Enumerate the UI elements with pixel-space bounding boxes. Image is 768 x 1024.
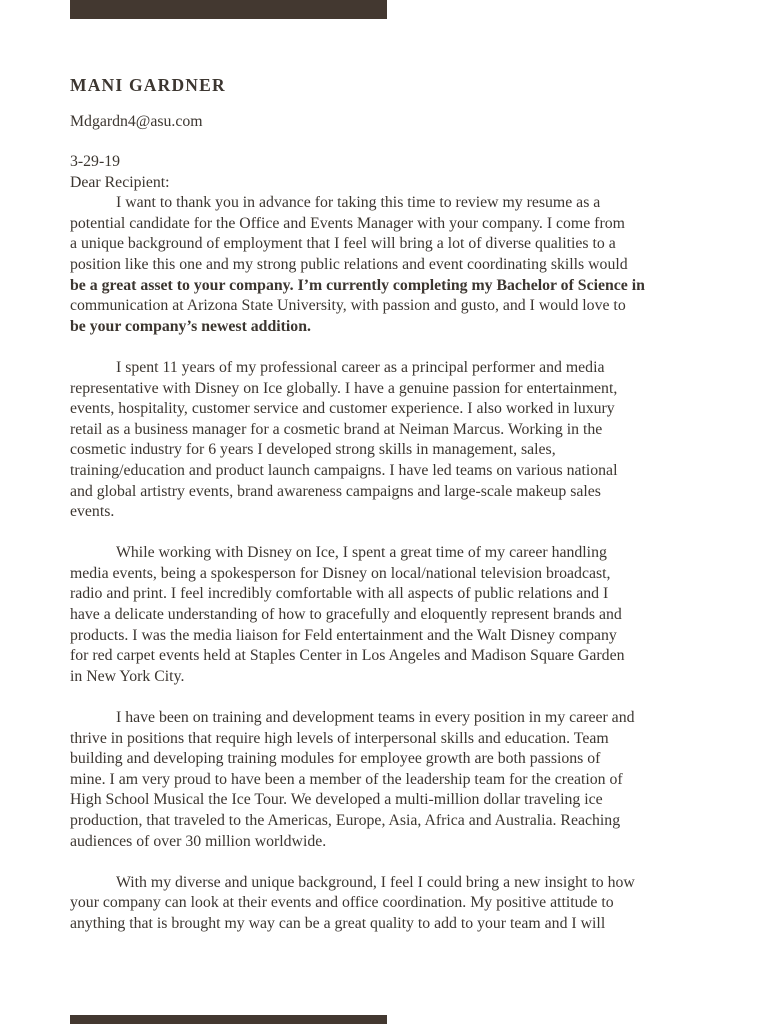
- text-line: a unique background of employment that I feel will bring a lot of diverse qualities to a: [70, 235, 616, 253]
- text-line: in New York City.: [70, 667, 185, 685]
- text-line: I want to thank you in advance for taking this time to review my resume as a: [116, 194, 601, 212]
- text-line: position like this one and my strong public relations and event coordinating skills would: [70, 255, 628, 273]
- text-line: training/education and product launch campaigns. I have led teams on various national: [70, 461, 618, 479]
- letter-salutation: Dear Recipient:: [70, 173, 170, 191]
- text-line: I spent 11 years of my professional career as a principal performer and media: [116, 358, 605, 376]
- letter-date: 3-29-19: [70, 153, 121, 170]
- header-bar: [70, 0, 387, 19]
- text-line: representative with Disney on Ice globally. I have a genuine passion for entertainment,: [70, 379, 618, 397]
- text-line: potential candidate for the Office and Events Manager with your company. I come from: [70, 214, 625, 232]
- text-line: media events, being a spokesperson for Disney on local/national television broadcast,: [70, 564, 611, 582]
- paragraph-4: [70, 708, 710, 852]
- text-line: and global artistry events, brand awareness campaigns and large-scale makeup sales: [70, 482, 601, 500]
- text-line: radio and print. I feel incredibly comfortable with all aspects of public relations and I: [70, 585, 609, 603]
- applicant-name: MANI GARDNER: [70, 75, 226, 95]
- text-line: With my diverse and unique background, I feel I could bring a new insight to how: [116, 873, 635, 891]
- text-line: for red carpet events held at Staples Center in Los Angeles and Madison Square Garden: [70, 647, 625, 665]
- text-line: production, that traveled to the Americas, Europe, Asia, Africa and Australia. Reaching: [70, 812, 621, 829]
- text-line: building and developing training modules for employee growth are both passions of: [70, 750, 601, 768]
- text-line: mine. I am very proud to have been a member of the leadership team for the creation of: [70, 770, 623, 788]
- paragraph-5: [70, 873, 710, 935]
- footer-bar: [70, 1015, 387, 1024]
- text-line: communication at Arizona State University, with passion and gusto, and I would love to: [70, 297, 626, 315]
- text-line: be a great asset to your company. I’m currently completing my Bachelor of Science in: [70, 276, 645, 294]
- text-line: anything that is brought my way can be a great quality to add to your team and I will: [70, 914, 606, 932]
- text-line: products. I was the media liaison for Feld entertainment and the Walt Disney company: [70, 626, 617, 644]
- paragraph-1: [70, 193, 710, 337]
- text-line: have a delicate understanding of how to gracefully and eloquently represent brands and: [70, 606, 622, 624]
- text-line: audiences of over 30 million worldwide.: [70, 832, 327, 850]
- text-line: High School Musical the Ice Tour. We developed a multi-million dollar traveling ice: [70, 791, 603, 809]
- paragraph-3: [70, 543, 710, 687]
- text-line: retail as a business manager for a cosmetic brand at Neiman Marcus. Working in the: [70, 420, 603, 438]
- text-line: events.: [70, 503, 115, 521]
- text-line: events, hospitality, customer service and customer experience. I also worked in luxury: [70, 400, 615, 418]
- text-line: be your company’s newest addition.: [70, 317, 311, 335]
- applicant-email: Mdgardn4@asu.com: [70, 113, 203, 130]
- text-line: your company can look at their events and office coordination. My positive attitude to: [70, 894, 614, 912]
- text-line: cosmetic industry for 6 years I developed strong skills in management, sales,: [70, 441, 556, 459]
- text-line: thrive in positions that require high levels of interpersonal skills and education. Team: [70, 729, 609, 747]
- paragraph-2: [70, 358, 710, 523]
- letter-body: [70, 152, 710, 935]
- text-line: While working with Disney on Ice, I spent a great time of my career handling: [116, 544, 607, 562]
- text-line: I have been on training and development teams in every position in my career and: [116, 709, 635, 727]
